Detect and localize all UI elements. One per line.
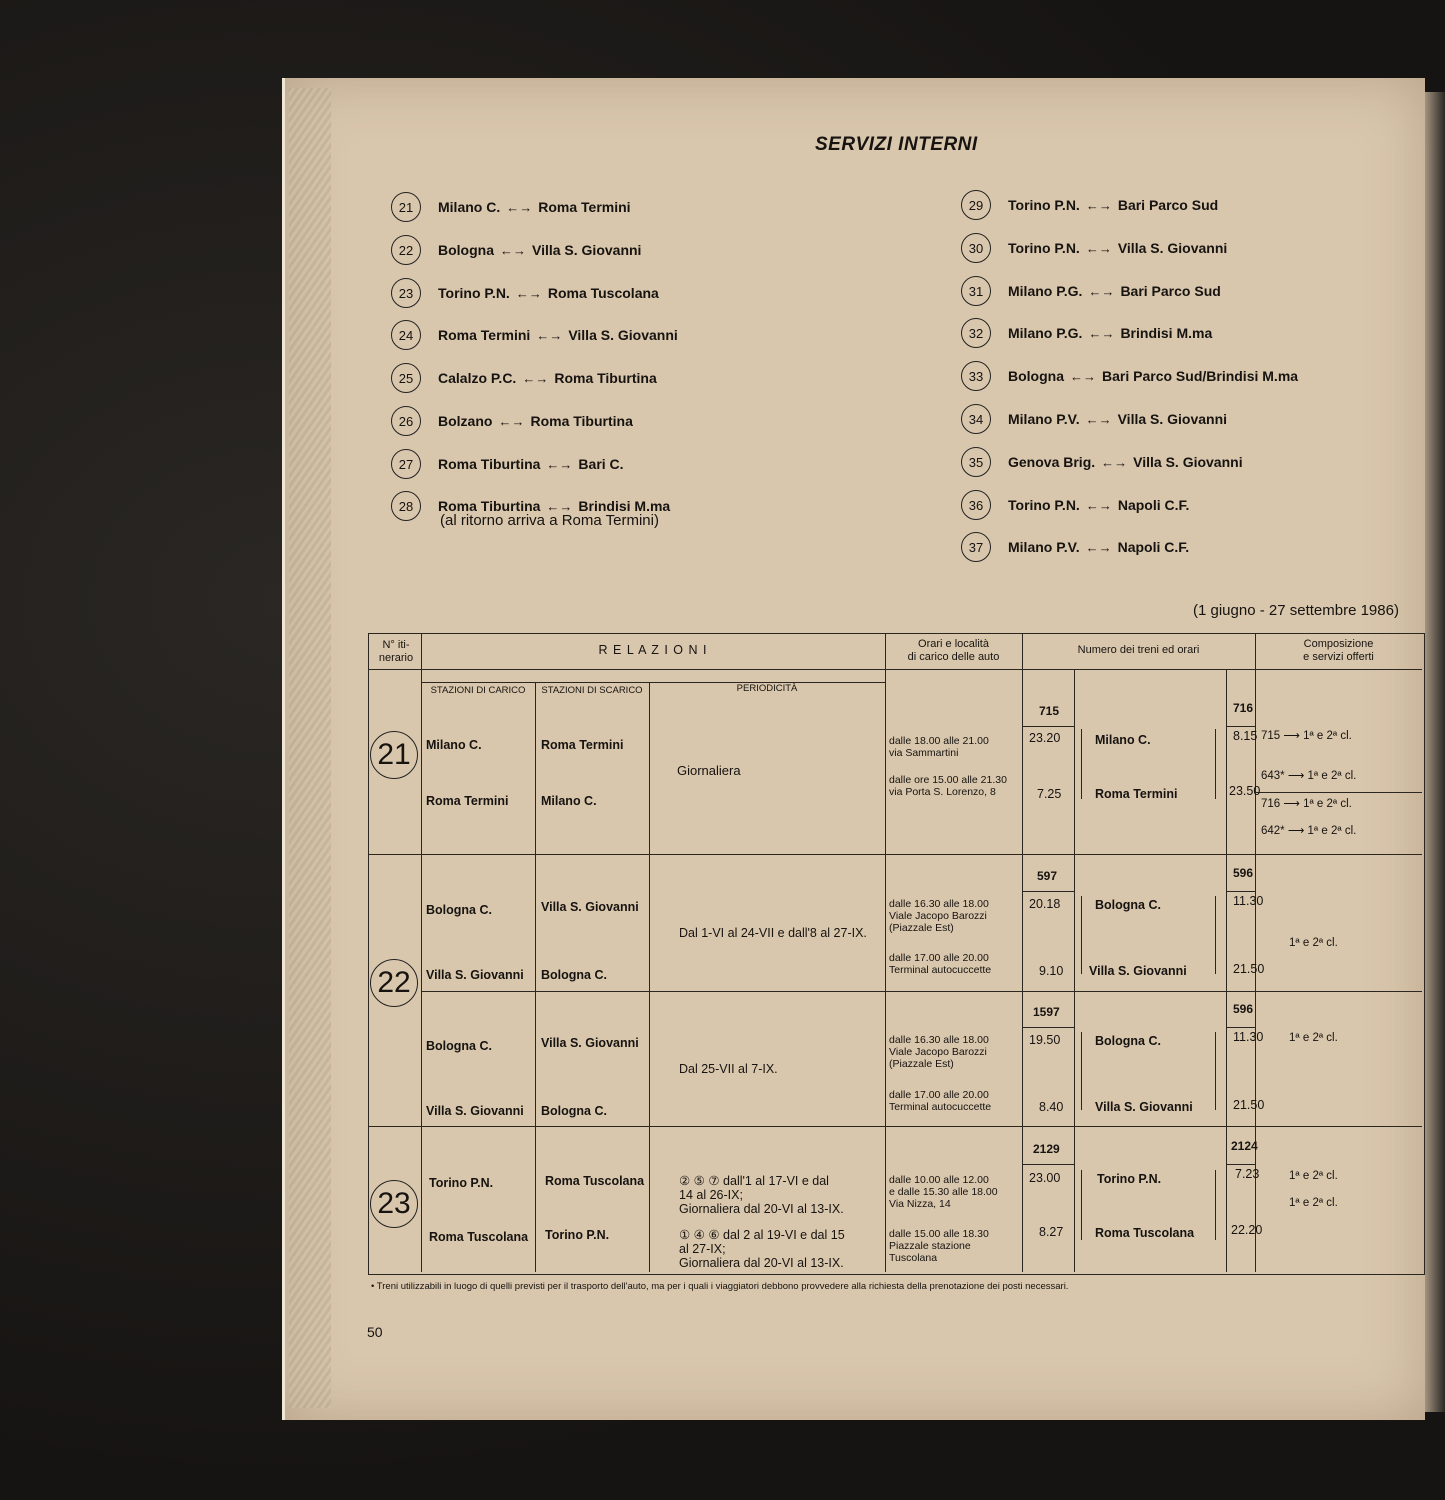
arrow-icon: ←→ [1088,283,1115,299]
route-to: Bari Parco Sud [1120,283,1221,299]
route-29 [961,190,1218,220]
route-number: 35 [961,447,991,477]
arrow-icon: ←→ [1085,197,1112,213]
route-from: Bologna [1008,368,1064,384]
unload-station: Roma Termini [541,738,624,752]
route-to: Napoli C.F. [1117,539,1190,555]
load-station: Bologna C. [426,1039,492,1053]
arrow-icon: ←→ [1085,240,1112,256]
route-to: Villa S. Giovanni [1117,411,1228,427]
route-to: Napoli C.F. [1117,497,1190,513]
route-25 [391,363,657,393]
loading-times: dalle 17.00 alle 20.00 Terminal autocuccette [889,952,992,976]
page-number: 50 [367,1324,383,1340]
unload-station: Bologna C. [541,1104,607,1118]
header-periodicita: PERIODICITÀ [736,683,798,694]
arrow-icon: ←→ [1088,325,1115,341]
route-to: Bari Parco Sud/Brindisi M.ma [1102,368,1299,384]
route-number: 24 [391,320,421,350]
route-number: 22 [391,235,421,265]
arrow-icon: ←→ [546,498,573,514]
header-itinerary: N° iti- nerario [378,639,414,664]
route-to: Roma Tiburtina [554,370,657,386]
load-station: Torino P.N. [429,1176,494,1190]
route-31 [961,276,1221,306]
route-from: Genova Brig. [1008,454,1096,470]
time: 23.20 [1029,731,1061,745]
binding-hatch [289,88,331,1408]
composition: 1ª e 2ª cl. [1289,1032,1338,1044]
station: Roma Termini [1095,787,1178,801]
composition: 643* ⟶ 1ª e 2ª cl. [1261,770,1357,782]
station: Villa S. Giovanni [1089,964,1187,978]
station: Bologna C. [1095,898,1161,912]
arrow-icon: ←→ [546,456,573,472]
arrow-icon: ←→ [1085,497,1112,513]
document-page [282,78,1425,1420]
route-36 [961,490,1189,520]
train-number: 2129 [1033,1142,1060,1156]
header-relazioni: R E L A Z I O N I [598,643,708,657]
load-station: Bologna C. [426,903,492,917]
route-from: Milano C. [438,199,501,215]
route-28-note: (al ritorno arriva a Roma Termini) [440,512,659,529]
route-number: 21 [391,192,421,222]
route-to: Brindisi M.ma [1120,325,1213,341]
route-22 [391,235,641,265]
time: 21.50 [1233,1098,1265,1112]
route-from: Bolzano [438,413,493,429]
route-to: Roma Termini [538,199,631,215]
station: Bologna C. [1095,1034,1161,1048]
route-number: 34 [961,404,991,434]
header-orari: Orari e località di carico delle auto [907,638,1000,663]
composition: 1ª e 2ª cl. [1289,1170,1338,1182]
time: 22.20 [1231,1223,1263,1237]
station: Torino P.N. [1097,1172,1162,1186]
route-37 [961,532,1189,562]
composition: 1ª e 2ª cl. [1289,937,1338,949]
route-number: 36 [961,490,991,520]
time: 8.40 [1039,1100,1064,1114]
route-from: Roma Tiburtina [438,456,541,472]
route-number: 23 [391,278,421,308]
loading-times: dalle 18.00 alle 21.00 via Sammartini [889,735,989,759]
load-station: Milano C. [426,738,482,752]
route-number: 31 [961,276,991,306]
train-number: 2124 [1231,1139,1258,1153]
route-from: Milano P.G. [1008,325,1083,341]
route-33 [961,361,1298,391]
route-26 [391,406,633,436]
train-number: 716 [1233,701,1254,715]
route-24 [391,320,678,350]
route-27 [391,449,624,479]
unload-station: Bologna C. [541,968,607,982]
itinerary-23: 23 [370,1180,418,1228]
route-30 [961,233,1227,263]
arrow-icon: ←→ [500,242,526,258]
periodicity: Dal 25-VII al 7-IX. [679,1062,778,1076]
station: Milano C. [1095,733,1151,747]
route-number: 33 [961,361,991,391]
time: 21.50 [1233,962,1265,976]
header-treni: Numero dei treni ed orari [1077,644,1200,656]
loading-times: dalle 10.00 alle 12.00 e dalle 15.30 alle 18.00 Via Nizza, 14 [889,1174,998,1210]
load-station: Roma Tuscolana [429,1230,529,1244]
route-to: Brindisi M.ma [578,498,671,514]
route-to: Villa S. Giovanni [568,327,678,343]
footnote: • Treni utilizzabili in luogo di quelli previsti per il trasporto dell'auto, ma per i quali i viaggiatori debbono provvedere alla richiesta della prenotazione dei posti necessari. [371,1281,1069,1292]
load-station: Villa S. Giovanni [426,968,524,982]
periodicity: Giornaliera [677,763,741,778]
route-to: Bari Parco Sud [1117,197,1219,213]
route-from: Roma Termini [438,327,531,343]
periodicity: Dal 1-VI al 24-VII e dall'8 al 27-IX. [679,926,867,940]
route-number: 25 [391,363,421,393]
page-title: SERVIZI INTERNI [815,134,978,155]
train-number: 597 [1037,869,1058,883]
route-35 [961,447,1243,477]
route-from: Roma Tiburtina [438,498,541,514]
time: 8.15 [1233,729,1258,743]
arrow-icon: ←→ [515,285,542,301]
time: 23.00 [1029,1171,1061,1185]
route-number: 26 [391,406,421,436]
unload-station: Torino P.N. [545,1228,610,1242]
route-number: 27 [391,449,421,479]
loading-times: dalle 16.30 alle 18.00 Viale Jacopo Barozzi (Piazzale Est) [889,898,989,934]
train-number: 715 [1039,704,1060,718]
route-number: 28 [391,491,421,521]
station: Villa S. Giovanni [1095,1100,1193,1114]
route-21 [391,192,631,222]
route-number: 32 [961,318,991,348]
arrow-icon: ←→ [536,327,563,343]
unload-station: Roma Tuscolana [545,1174,645,1188]
loading-times: dalle ore 15.00 alle 21.30 via Porta S. Lorenzo, 8 [889,774,1007,798]
periodicity: ① ④ ⑥ dal 2 al 19-VI e dal 15 al 27-IX; Giornaliera dal 20-VI al 13-IX. [679,1228,845,1270]
route-from: Milano P.G. [1008,283,1083,299]
route-from: Milano P.V. [1008,539,1080,555]
composition: 642* ⟶ 1ª e 2ª cl. [1261,825,1357,837]
route-to: Bari C. [578,456,624,472]
time: 20.18 [1029,897,1061,911]
composition: 716 ⟶ 1ª e 2ª cl. [1261,798,1352,810]
route-to: Villa S. Giovanni [1133,454,1243,470]
loading-times: dalle 17.00 alle 20.00 Terminal autocuccette [889,1089,992,1113]
time: 9.10 [1039,964,1064,978]
arrow-icon: ←→ [522,370,549,386]
route-34 [961,404,1227,434]
arrow-icon: ←→ [1085,539,1112,555]
composition: 1ª e 2ª cl. [1289,1197,1338,1209]
route-from: Milano P.V. [1008,411,1080,427]
time: 11.30 [1233,1030,1264,1044]
itinerary-21: 21 [370,731,418,779]
station: Roma Tuscolana [1095,1226,1195,1240]
arrow-icon: ←→ [1070,368,1096,384]
route-to: Villa S. Giovanni [1117,240,1228,256]
arrow-icon: ←→ [1101,454,1128,470]
route-from: Torino P.N. [1008,497,1080,513]
header-composizione: Composizione e servizi offerti [1303,638,1374,663]
unload-station: Villa S. Giovanni [541,1036,639,1050]
route-23 [391,278,659,308]
train-number: 1597 [1033,1005,1060,1019]
time: 23.50 [1229,784,1261,798]
arrow-icon: ←→ [506,199,533,215]
train-number: 596 [1233,1002,1254,1016]
time: 8.27 [1039,1225,1064,1239]
header-carico: STAZIONI DI CARICO [430,685,526,696]
arrow-icon: ←→ [498,413,525,429]
time: 7.23 [1235,1167,1260,1181]
route-32 [961,318,1212,348]
route-from: Torino P.N. [1008,197,1080,213]
time: 11.30 [1233,894,1264,908]
unload-station: Villa S. Giovanni [541,900,639,914]
schedule-table [368,633,1425,1275]
load-station: Villa S. Giovanni [426,1104,524,1118]
route-from: Torino P.N. [438,285,510,301]
time: 19.50 [1029,1033,1061,1047]
route-from: Bologna [438,242,494,258]
time: 7.25 [1037,787,1062,801]
route-to: Villa S. Giovanni [532,242,642,258]
unload-station: Milano C. [541,794,597,808]
composition: 715 ⟶ 1ª e 2ª cl. [1261,730,1352,742]
arrow-icon: ←→ [1085,411,1112,427]
route-number: 30 [961,233,991,263]
validity-period: (1 giugno - 27 settembre 1986) [1193,602,1399,619]
loading-times: dalle 15.00 alle 18.30 Piazzale stazione Tuscolana [889,1228,989,1264]
periodicity: ② ⑤ ⑦ dall'1 al 17-VI e dal 14 al 26-IX; Giornaliera dal 20-VI al 13-IX. [679,1174,844,1216]
load-station: Roma Termini [426,794,509,808]
loading-times: dalle 16.30 alle 18.00 Viale Jacopo Barozzi (Piazzale Est) [889,1034,989,1070]
header-scarico: STAZIONI DI SCARICO [541,685,643,696]
route-from: Torino P.N. [1008,240,1080,256]
itinerary-22: 22 [370,959,418,1007]
train-number: 596 [1233,866,1254,880]
route-from: Calalzo P.C. [438,370,517,386]
route-to: Roma Tuscolana [547,285,659,301]
route-number: 37 [961,532,991,562]
route-to: Roma Tiburtina [530,413,633,429]
route-number: 29 [961,190,991,220]
